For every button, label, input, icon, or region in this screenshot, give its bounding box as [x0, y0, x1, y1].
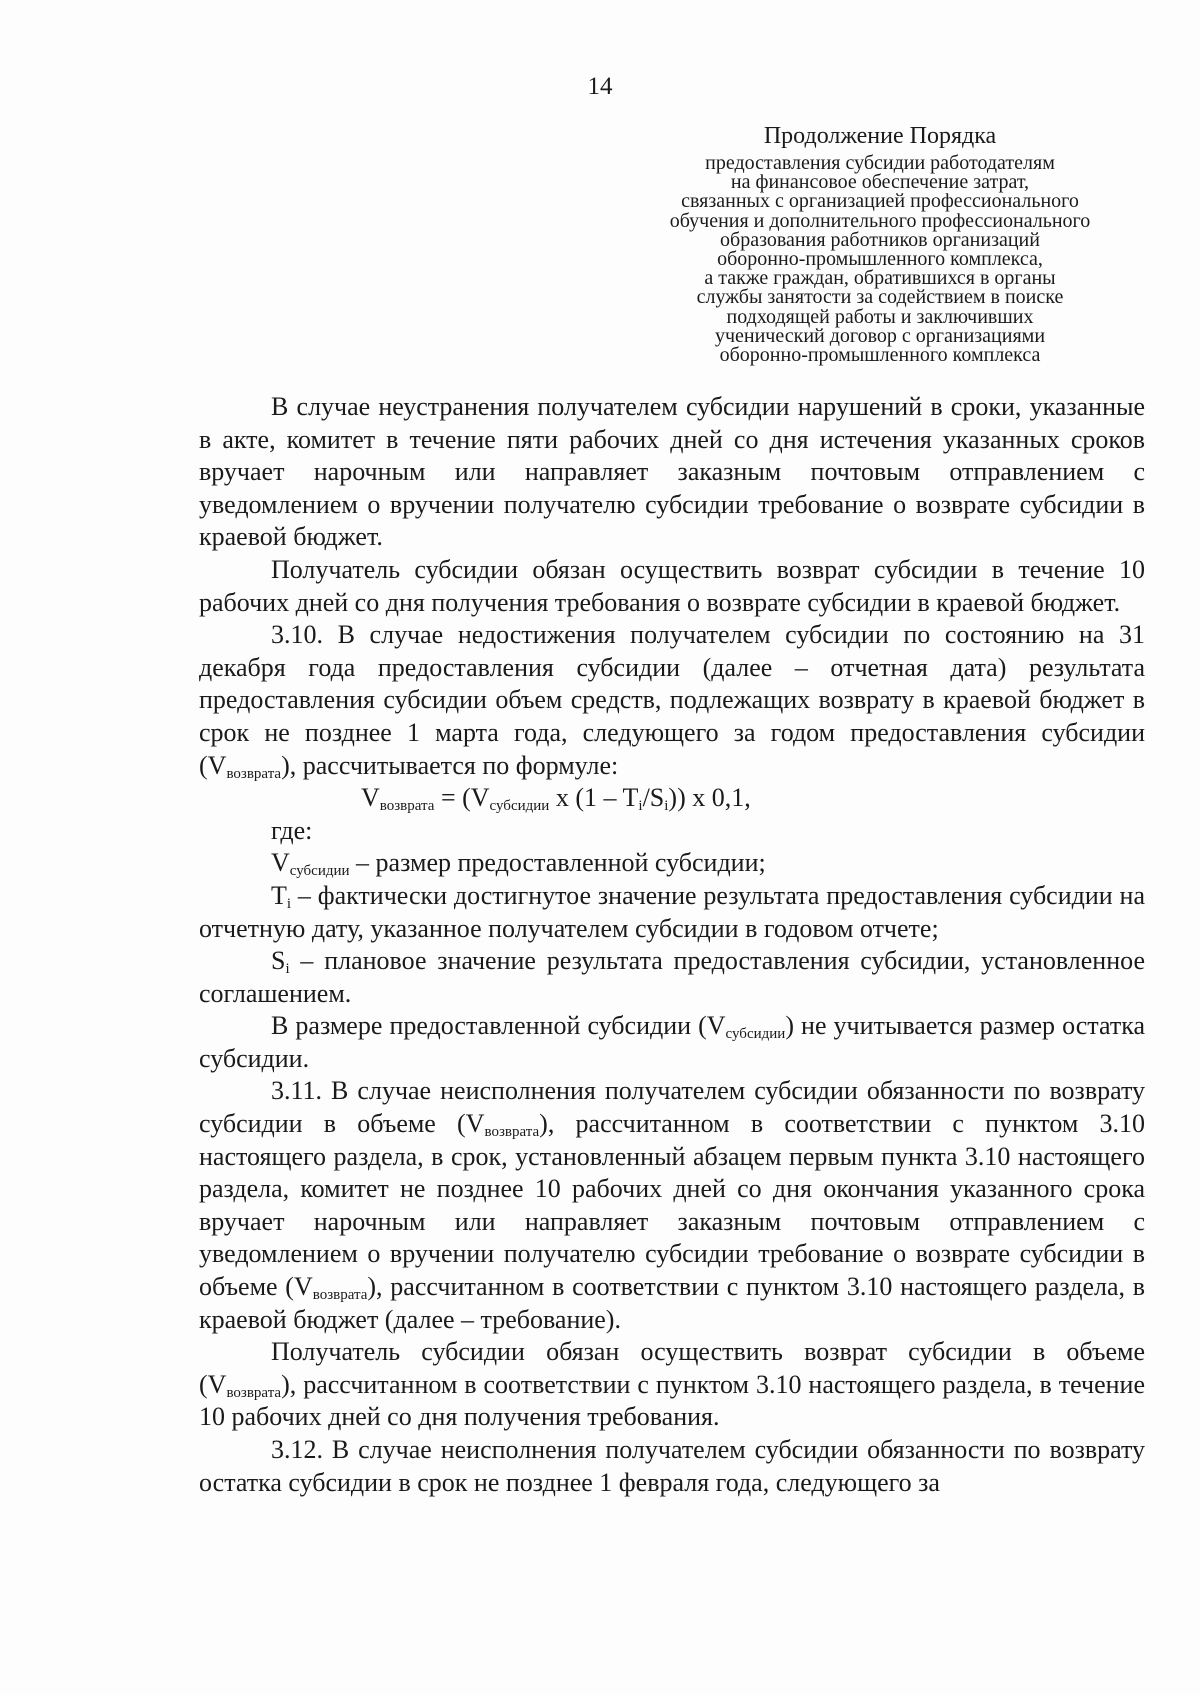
subscript: i	[285, 961, 290, 978]
document-body	[199, 391, 1145, 1499]
formula-symbol: V	[361, 783, 380, 813]
paragraph-text: ) не учитывается размер остатка субсидии.	[199, 1011, 1145, 1073]
header-line: обучения и дополнительного профессионального	[669, 209, 1091, 232]
formula-text: )) x 0,1,	[668, 783, 751, 813]
header-line: оборонно-промышленного комплекса,	[717, 248, 1043, 271]
paragraph-3-10	[199, 619, 1145, 782]
header-line: связанных с организацией профессионального	[681, 190, 1079, 213]
paragraph-remainder	[199, 1010, 1145, 1075]
paragraph-text: Получатель субсидии обязан осуществить возврат субсидии в объеме (V	[199, 1337, 1145, 1399]
paragraph-3-11	[199, 1075, 1145, 1336]
paragraph-return-volume	[199, 1336, 1145, 1434]
paragraph-text: ), рассчитывается по формуле:	[281, 750, 619, 780]
paragraph-text: 3.11. В случае неисполнения получателем субсидии обязанности по возврату субсидии в объеме (V	[199, 1076, 1145, 1139]
formula-text: x (1 – T	[549, 783, 639, 813]
paragraph-text: В размере предоставленной субсидии (V	[271, 1011, 726, 1041]
header-line: оборонно-промышленного комплекса	[719, 344, 1041, 367]
subscript: субсидии	[725, 1026, 786, 1043]
header-line: а также граждан, обратившихся в органы	[704, 267, 1056, 290]
header-line: подходящей работы и заключивших	[726, 305, 1034, 328]
header-line: на финансовое обеспечение затрат,	[730, 171, 1030, 194]
subscript: возврата	[484, 1124, 540, 1141]
definition-v-subsidy	[199, 847, 1145, 880]
definition-text: – фактически достигнутое значение результата предоставления субсидии на отчетную дату, указанное получателем субсидии в годовом отчете;	[199, 880, 1145, 943]
page-number: 14	[587, 73, 613, 100]
formula-subscript: возврата	[379, 798, 435, 815]
paragraph-text: ), рассчитанном в соответствии с пунктом 3.10 настоящего раздела, в течение 10 рабочих дней со дня получения требования.	[199, 1369, 1145, 1432]
paragraph-non-elimination: В случае неустранения получателем субсидии нарушений в сроки, указанные в акте, комитет в течение пяти рабочих дней со дня истечения указанных сроков вручает нарочным или направляет заказным почтовым отправлением с уведомлением о вручении получателю субсидии требование о возврате субсидии в краевой бюджет.	[199, 392, 1145, 552]
document-header	[615, 122, 1145, 365]
definition-text: – размер предоставленной субсидии;	[349, 848, 766, 878]
symbol: T	[271, 880, 287, 910]
header-line: службы занятости за содействием в поиске	[696, 286, 1064, 309]
header-title: Продолжение Порядка	[763, 123, 997, 149]
header-line: предоставления субсидии работодателям	[705, 152, 1055, 174]
formula-text: = (V	[434, 783, 490, 813]
formula-subscript: субсидии	[489, 798, 550, 815]
subscript: возврата	[312, 1287, 368, 1304]
paragraph-3-12: 3.12. В случае неисполнения получателем субсидии обязанности по возврату остатка субсидии в срок не позднее 1 февраля года, следующего за	[199, 1435, 1145, 1497]
formula-subscript: i	[638, 798, 643, 815]
paragraph-text: ), рассчитанном в соответствии с пунктом 3.10 настоящего раздела, в срок, установленный абзацем первым пункта 3.10 настоящего раздела, комитет не позднее 10 рабочих дней со дня окончания указанного срока вручает нарочным или направляет заказным почтовым отправлением с уведомлением о вручении получателю субсидии требование о возврате субсидии в объеме (V	[199, 1109, 1145, 1302]
header-line: ученический договор с организациями	[714, 324, 1046, 347]
definition-s	[199, 945, 1145, 1010]
definition-t	[199, 880, 1145, 945]
formula-text: /S	[642, 783, 665, 813]
formula	[199, 782, 1145, 815]
where-label: где:	[271, 815, 313, 845]
formula-subscript: i	[664, 798, 669, 815]
paragraph-return-obligation: Получатель субсидии обязан осуществить возврат субсидии в течение 10 рабочих дней со дня получения требования о возврате субсидии в краевой бюджет.	[199, 554, 1145, 617]
subscript: i	[286, 895, 292, 912]
subscript: возврата	[226, 1384, 282, 1401]
definition-text: – плановое значение результата предоставления субсидии, установленное соглашением.	[199, 946, 1145, 1008]
subscript: возврата	[226, 765, 282, 782]
symbol: S	[271, 946, 286, 976]
header-line: образования работников организаций	[720, 228, 1040, 251]
paragraph-text: ), рассчитанном в соответствии с пунктом 3.10 настоящего раздела, в краевой бюджет (далее – требование).	[199, 1272, 1146, 1334]
symbol: V	[271, 848, 290, 878]
paragraph-text: 3.10. В случае недостижения получателем субсидии по состоянию на 31 декабря года предоставления субсидии (далее – отчетная дата) результата предоставления субсидии объем средств, подлежащих возврату в краевой бюджет в срок не позднее 1 марта года, следующего за годом предоставления субсидии (V	[199, 620, 1145, 780]
subscript: субсидии	[289, 863, 350, 880]
